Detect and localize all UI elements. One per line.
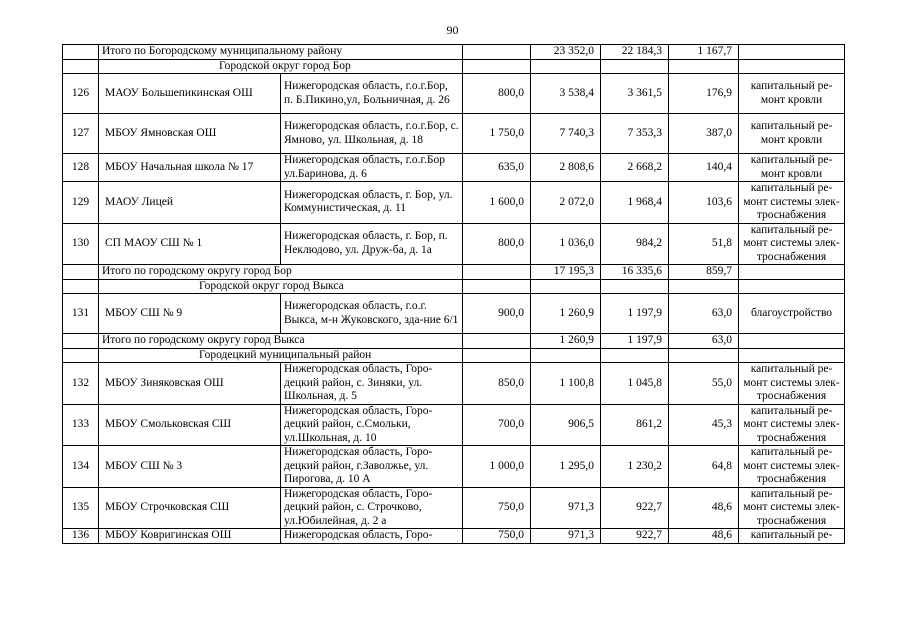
institution-name-cell: МАОУ Лицей — [99, 182, 281, 224]
regional-budget-cell: 2 668,2 — [601, 154, 669, 182]
total-cost-cell: 1 260,9 — [531, 334, 601, 349]
regional-budget-cell: 1 045,8 — [601, 363, 669, 405]
institution-name-cell: МБОУ СШ № 3 — [99, 446, 281, 488]
institution-name-cell: МБОУ СШ № 9 — [99, 294, 281, 334]
local-budget-cell: 140,4 — [669, 154, 739, 182]
table-body — [63, 45, 845, 544]
table-row — [63, 154, 845, 182]
regional-budget-cell: 3 361,5 — [601, 74, 669, 114]
local-budget-cell: 63,0 — [669, 334, 739, 349]
table-row — [63, 74, 845, 114]
total-cost-cell: 906,5 — [531, 404, 601, 446]
region-label: Городецкий муниципальный район — [99, 348, 463, 363]
row-number-cell: 132 — [63, 363, 99, 405]
total-cost-cell — [531, 348, 601, 363]
limit-cell — [463, 59, 531, 74]
limit-cell: 900,0 — [463, 294, 531, 334]
table-row — [63, 363, 845, 405]
region-label: Городской округ город Бор — [99, 59, 463, 74]
local-budget-cell — [669, 279, 739, 294]
region-header-row — [63, 348, 845, 363]
total-row — [63, 334, 845, 349]
total-cost-cell: 23 352,0 — [531, 45, 601, 60]
address-cell: Нижегородская область, г. Бор, п. Неклюдово, ул. Друж-ба, д. 1а — [281, 223, 463, 265]
regional-budget-cell — [601, 59, 669, 74]
institution-name-cell: МБОУ Зиняковская ОШ — [99, 363, 281, 405]
regional-budget-cell: 984,2 — [601, 223, 669, 265]
total-row — [63, 265, 845, 280]
address-cell: Нижегородская область, Горо-децкий район, с.Смольки, ул.Школьная, д. 10 — [281, 404, 463, 446]
limit-cell — [463, 45, 531, 60]
institution-name-cell: МБОУ Смольковская СШ — [99, 404, 281, 446]
row-number-cell: 130 — [63, 223, 99, 265]
total-cost-cell: 1 100,8 — [531, 363, 601, 405]
row-number-cell — [63, 265, 99, 280]
local-budget-cell: 45,3 — [669, 404, 739, 446]
address-cell: Нижегородская область, г.о.г.Бор, с. Ямново, ул. Школьная, д. 18 — [281, 114, 463, 154]
limit-cell — [463, 279, 531, 294]
limit-cell: 750,0 — [463, 529, 531, 544]
regional-budget-cell: 16 335,6 — [601, 265, 669, 280]
work-type-cell: капитальный ре- — [739, 529, 845, 544]
limit-cell: 635,0 — [463, 154, 531, 182]
regional-budget-cell — [601, 279, 669, 294]
address-cell: Нижегородская область, г.о.г.Бор ул.Баринова, д. 6 — [281, 154, 463, 182]
work-type-cell: капитальный ре-монт системы элек-троснабжения — [739, 404, 845, 446]
regional-budget-cell: 1 197,9 — [601, 334, 669, 349]
regional-budget-cell: 922,7 — [601, 487, 669, 529]
local-budget-cell — [669, 59, 739, 74]
regional-budget-cell: 7 353,3 — [601, 114, 669, 154]
address-cell: Нижегородская область, Горо-децкий район, с. Зиняки, ул. Школьная, д. 5 — [281, 363, 463, 405]
total-cost-cell: 1 295,0 — [531, 446, 601, 488]
table-row — [63, 487, 845, 529]
row-number-cell: 135 — [63, 487, 99, 529]
work-type-cell — [739, 279, 845, 294]
work-type-cell — [739, 59, 845, 74]
regional-budget-cell: 922,7 — [601, 529, 669, 544]
local-budget-cell: 1 167,7 — [669, 45, 739, 60]
total-cost-cell — [531, 59, 601, 74]
limit-cell: 800,0 — [463, 74, 531, 114]
local-budget-cell: 387,0 — [669, 114, 739, 154]
total-cost-cell: 971,3 — [531, 529, 601, 544]
page-number: 90 — [446, 23, 459, 37]
limit-cell: 1 600,0 — [463, 182, 531, 224]
local-budget-cell: 48,6 — [669, 529, 739, 544]
work-type-cell: капитальный ре-монт системы элек-троснабжения — [739, 182, 845, 224]
limit-cell — [463, 265, 531, 280]
local-budget-cell: 103,6 — [669, 182, 739, 224]
local-budget-cell: 55,0 — [669, 363, 739, 405]
local-budget-cell: 176,9 — [669, 74, 739, 114]
address-cell: Нижегородская область, г.о.г. Выкса, м-н Жуковского, зда-ние 6/1 — [281, 294, 463, 334]
total-row — [63, 45, 845, 60]
local-budget-cell — [669, 348, 739, 363]
institution-name-cell: СП МАОУ СШ № 1 — [99, 223, 281, 265]
regional-budget-cell: 1 968,4 — [601, 182, 669, 224]
work-type-cell: капитальный ре-монт системы элек-троснабжения — [739, 487, 845, 529]
address-cell: Нижегородская область, Горо-децкий район, с. Строчково, ул.Юбилейная, д. 2 а — [281, 487, 463, 529]
row-number-cell — [63, 348, 99, 363]
row-number-cell: 129 — [63, 182, 99, 224]
limit-cell: 800,0 — [463, 223, 531, 265]
row-number-cell: 127 — [63, 114, 99, 154]
total-label: Итого по Богородскому муниципальному району — [99, 45, 463, 60]
regional-budget-cell: 861,2 — [601, 404, 669, 446]
address-cell: Нижегородская область, г. Бор, ул. Коммунистическая, д. 11 — [281, 182, 463, 224]
limit-cell: 1 000,0 — [463, 446, 531, 488]
row-number-cell — [63, 59, 99, 74]
table-row — [63, 294, 845, 334]
regional-budget-cell: 1 230,2 — [601, 446, 669, 488]
regional-budget-cell: 22 184,3 — [601, 45, 669, 60]
regional-budget-cell: 1 197,9 — [601, 294, 669, 334]
address-cell: Нижегородская область, Горо-децкий район, г.Заволжье, ул. Пирогова, д. 10 А — [281, 446, 463, 488]
limit-cell: 1 750,0 — [463, 114, 531, 154]
address-cell: Нижегородская область, Горо- — [281, 529, 463, 544]
regional-budget-cell — [601, 348, 669, 363]
institution-name-cell: МБОУ Строчковская СШ — [99, 487, 281, 529]
work-type-cell: капитальный ре-монт системы элек-троснабжения — [739, 446, 845, 488]
work-type-cell: капитальный ре-монт кровли — [739, 154, 845, 182]
total-cost-cell: 1 260,9 — [531, 294, 601, 334]
region-label: Городской округ город Выкса — [99, 279, 463, 294]
row-number-cell: 131 — [63, 294, 99, 334]
table-row — [63, 182, 845, 224]
table-row — [63, 114, 845, 154]
row-number-cell — [63, 279, 99, 294]
institution-name-cell: МБОУ Начальная школа № 17 — [99, 154, 281, 182]
institution-name-cell: МБОУ Ковригинская ОШ — [99, 529, 281, 544]
total-cost-cell: 971,3 — [531, 487, 601, 529]
table-row — [63, 223, 845, 265]
table-row — [63, 529, 845, 544]
local-budget-cell: 64,8 — [669, 446, 739, 488]
local-budget-cell: 48,6 — [669, 487, 739, 529]
total-cost-cell: 7 740,3 — [531, 114, 601, 154]
total-cost-cell: 2 072,0 — [531, 182, 601, 224]
row-number-cell — [63, 45, 99, 60]
region-header-row — [63, 59, 845, 74]
row-number-cell — [63, 334, 99, 349]
work-type-cell: благоустройство — [739, 294, 845, 334]
work-type-cell — [739, 265, 845, 280]
address-cell: Нижегородская область, г.о.г.Бор, п. Б.Пикино,ул, Больничная, д. 26 — [281, 74, 463, 114]
work-type-cell: капитальный ре-монт системы элек-троснабжения — [739, 223, 845, 265]
local-budget-cell: 51,8 — [669, 223, 739, 265]
table-row — [63, 404, 845, 446]
institution-name-cell: МАОУ Большепикинская ОШ — [99, 74, 281, 114]
work-type-cell: капитальный ре-монт системы элек-троснабжения — [739, 363, 845, 405]
work-type-cell — [739, 334, 845, 349]
institution-name-cell: МБОУ Ямновская ОШ — [99, 114, 281, 154]
limit-cell — [463, 348, 531, 363]
work-type-cell — [739, 45, 845, 60]
total-label: Итого по городскому округу город Бор — [99, 265, 463, 280]
work-type-cell — [739, 348, 845, 363]
work-type-cell: капитальный ре-монт кровли — [739, 114, 845, 154]
row-number-cell: 133 — [63, 404, 99, 446]
row-number-cell: 128 — [63, 154, 99, 182]
local-budget-cell: 63,0 — [669, 294, 739, 334]
object-table — [62, 44, 845, 544]
local-budget-cell: 859,7 — [669, 265, 739, 280]
total-cost-cell: 1 036,0 — [531, 223, 601, 265]
table-row — [63, 446, 845, 488]
limit-cell: 750,0 — [463, 487, 531, 529]
total-cost-cell: 17 195,3 — [531, 265, 601, 280]
total-cost-cell — [531, 279, 601, 294]
limit-cell: 850,0 — [463, 363, 531, 405]
limit-cell: 700,0 — [463, 404, 531, 446]
total-cost-cell: 2 808,6 — [531, 154, 601, 182]
work-type-cell: капитальный ре-монт кровли — [739, 74, 845, 114]
row-number-cell: 126 — [63, 74, 99, 114]
row-number-cell: 136 — [63, 529, 99, 544]
limit-cell — [463, 334, 531, 349]
region-header-row — [63, 279, 845, 294]
total-label: Итого по городскому округу город Выкса — [99, 334, 463, 349]
total-cost-cell: 3 538,4 — [531, 74, 601, 114]
row-number-cell: 134 — [63, 446, 99, 488]
